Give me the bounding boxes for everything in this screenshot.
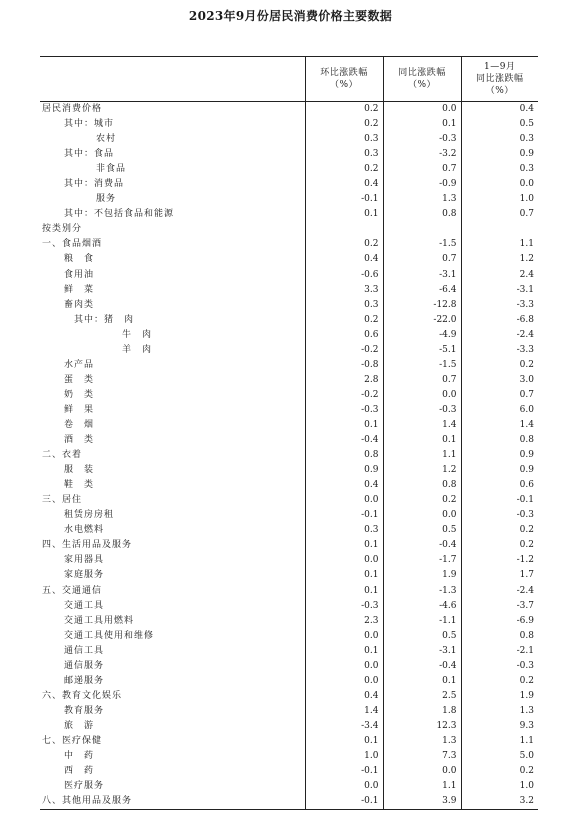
table-row [40, 779, 538, 794]
cell-mom: 0.6 [305, 328, 383, 343]
table-row [40, 644, 538, 659]
cell-ytd: 0.8 [461, 433, 538, 448]
cell-yoy: 0.7 [383, 373, 461, 388]
row-label: 服 装 [64, 465, 95, 476]
cell-ytd: 0.3 [461, 132, 538, 147]
cell-ytd: 1.2 [461, 252, 538, 267]
row-label: 粮 食 [64, 254, 95, 265]
cell-mom: 0.0 [305, 779, 383, 794]
cell-ytd: 0.2 [461, 523, 538, 538]
cell-mom: 0.1 [305, 568, 383, 583]
cell-yoy: -0.3 [383, 403, 461, 418]
header-ytd-label: 同比涨跌幅 [475, 74, 524, 84]
header-ytd-period: 1—9月 [484, 62, 516, 72]
cell-mom: -0.1 [305, 192, 383, 207]
table-row [40, 102, 538, 118]
header-yoy-change [383, 57, 461, 102]
cell-ytd: 1.0 [461, 779, 538, 794]
cell-yoy: 0.5 [383, 629, 461, 644]
table-row [40, 674, 538, 689]
cell-ytd: 0.2 [461, 764, 538, 779]
cell-ytd: 1.1 [461, 734, 538, 749]
row-label: 交通工具 [64, 600, 105, 611]
cell-mom: 0.0 [305, 553, 383, 568]
row-label: 交通工具用燃料 [64, 615, 135, 626]
cell-yoy: -1.3 [383, 584, 461, 599]
cell-yoy: -0.9 [383, 177, 461, 192]
table-row [40, 448, 538, 463]
table-row [40, 132, 538, 147]
cell-yoy: -0.4 [383, 659, 461, 674]
table-header [40, 57, 538, 102]
cell-mom: 0.4 [305, 689, 383, 704]
cell-mom: -0.1 [305, 794, 383, 810]
row-label: 租赁房房租 [64, 510, 115, 521]
cpi-table [40, 56, 538, 810]
table-row [40, 328, 538, 343]
row-label: 一、食品烟酒 [42, 239, 103, 250]
cell-ytd: 0.3 [461, 162, 538, 177]
cell-mom: 0.2 [305, 117, 383, 132]
header-mom-change [305, 57, 383, 102]
row-label: 食用油 [64, 269, 95, 280]
row-label: 非食品 [96, 164, 127, 175]
row-label: 卷 烟 [64, 420, 95, 430]
header-yoy-unit: （%） [407, 80, 437, 90]
table-row [40, 207, 538, 222]
cell-yoy: 0.2 [383, 493, 461, 508]
cell-ytd: -6.9 [461, 614, 538, 629]
cell-ytd: 1.9 [461, 689, 538, 704]
cell-mom: 0.3 [305, 298, 383, 313]
table-row [40, 719, 538, 734]
cell-ytd: -0.3 [461, 659, 538, 674]
cell-yoy: -3.2 [383, 147, 461, 162]
cell-ytd: -0.1 [461, 493, 538, 508]
table-row [40, 478, 538, 493]
table-row [40, 252, 538, 267]
cell-mom: -0.3 [305, 599, 383, 614]
cell-ytd: 0.7 [461, 388, 538, 403]
cell-ytd: 3.0 [461, 373, 538, 388]
row-label: 邮递服务 [64, 675, 105, 686]
cell-mom: 0.4 [305, 252, 383, 267]
cell-ytd: 6.0 [461, 403, 538, 418]
cell-ytd: 0.7 [461, 207, 538, 222]
cell-yoy: 0.0 [383, 102, 461, 118]
table-row [40, 538, 538, 553]
table-row [40, 268, 538, 283]
row-label: 旅 游 [64, 720, 95, 731]
cell-mom: 0.3 [305, 132, 383, 147]
row-label: 蛋 类 [64, 374, 95, 385]
cell-yoy: 0.0 [383, 764, 461, 779]
table-row [40, 508, 538, 523]
table-row [40, 192, 538, 207]
cell-ytd: -1.2 [461, 553, 538, 568]
cell-ytd: 1.4 [461, 418, 538, 433]
table-row [40, 493, 538, 508]
cell-yoy: -3.1 [383, 268, 461, 283]
cell-ytd: 1.1 [461, 237, 538, 252]
cell-ytd: -2.4 [461, 328, 538, 343]
cell-yoy: 0.5 [383, 523, 461, 538]
cell-mom: 0.1 [305, 584, 383, 599]
table-row [40, 463, 538, 478]
cell-ytd: 0.2 [461, 358, 538, 373]
cell-ytd: 0.4 [461, 102, 538, 118]
cell-mom: 2.8 [305, 373, 383, 388]
cell-yoy: 1.3 [383, 192, 461, 207]
row-label: 二、衣着 [42, 450, 83, 461]
cell-yoy: 1.9 [383, 568, 461, 583]
row-label: 西 药 [64, 766, 95, 777]
cell-yoy: -6.4 [383, 283, 461, 298]
row-label: 鲜 菜 [64, 284, 95, 295]
table-row [40, 614, 538, 629]
table-row [40, 313, 538, 328]
table-row [40, 704, 538, 719]
header-ytd-change [461, 57, 538, 102]
cell-mom: 3.3 [305, 283, 383, 298]
table-row [40, 629, 538, 644]
table-row [40, 147, 538, 162]
header-mom-unit: （%） [329, 80, 359, 90]
cell-yoy: 0.0 [383, 508, 461, 523]
row-label: 七、医疗保健 [42, 735, 103, 746]
cell-mom: 0.9 [305, 463, 383, 478]
cell-ytd: -3.7 [461, 599, 538, 614]
cell-yoy: 0.1 [383, 674, 461, 689]
cell-ytd: -3.1 [461, 283, 538, 298]
cell-mom: -0.2 [305, 343, 383, 358]
cell-ytd: 3.2 [461, 794, 538, 810]
row-label: 其中：城市 [64, 119, 115, 130]
table-row [40, 599, 538, 614]
table-row [40, 749, 538, 764]
cell-yoy: 0.8 [383, 478, 461, 493]
cell-ytd: -2.1 [461, 644, 538, 659]
cell-mom: 0.2 [305, 237, 383, 252]
cell-yoy: 0.1 [383, 433, 461, 448]
header-ytd-unit: （%） [485, 86, 514, 96]
table-row [40, 794, 538, 810]
row-label: 八、其他用品及服务 [42, 796, 133, 807]
row-label: 家用器具 [64, 555, 105, 566]
cell-ytd: 0.9 [461, 448, 538, 463]
cell-mom: -0.8 [305, 358, 383, 373]
row-label: 居民消费价格 [42, 104, 103, 115]
cell-mom: 0.0 [305, 659, 383, 674]
cell-ytd: 1.3 [461, 704, 538, 719]
cell-ytd: 0.6 [461, 478, 538, 493]
table-row [40, 222, 538, 237]
cell-mom: -0.6 [305, 268, 383, 283]
table-row [40, 343, 538, 358]
cell-ytd: 1.7 [461, 568, 538, 583]
cell-mom: 0.0 [305, 674, 383, 689]
cell-mom: 0.2 [305, 162, 383, 177]
table-row [40, 117, 538, 132]
row-label: 家庭服务 [64, 570, 105, 581]
cell-ytd [461, 222, 538, 237]
cell-mom: 0.4 [305, 177, 383, 192]
cell-ytd: -0.3 [461, 508, 538, 523]
table-row [40, 403, 538, 418]
row-label: 牛 肉 [122, 329, 153, 340]
cell-ytd: 9.3 [461, 719, 538, 734]
cell-mom: 0.8 [305, 448, 383, 463]
row-label: 六、教育文化娱乐 [42, 690, 123, 701]
row-label: 通信服务 [64, 660, 105, 671]
header-yoy-label: 同比涨跌幅 [398, 68, 446, 78]
table-row [40, 358, 538, 373]
table-row [40, 388, 538, 403]
cell-yoy: 12.3 [383, 719, 461, 734]
cell-ytd: -6.8 [461, 313, 538, 328]
table-row [40, 418, 538, 433]
cell-mom: 0.1 [305, 644, 383, 659]
cell-mom: 0.0 [305, 629, 383, 644]
cell-mom: -0.1 [305, 508, 383, 523]
row-label: 五、交通通信 [42, 585, 103, 596]
cell-mom: 1.4 [305, 704, 383, 719]
row-label: 水产品 [64, 359, 95, 370]
cell-yoy: 0.7 [383, 162, 461, 177]
cell-yoy: -12.8 [383, 298, 461, 313]
table-row [40, 237, 538, 252]
row-label: 农村 [96, 134, 117, 145]
cell-yoy: 1.2 [383, 463, 461, 478]
row-label: 服务 [96, 194, 117, 205]
row-label: 其中：不包括食品和能源 [64, 209, 175, 220]
cell-yoy: -1.1 [383, 614, 461, 629]
row-label: 羊 肉 [122, 344, 153, 355]
cell-mom: 0.4 [305, 478, 383, 493]
cell-ytd: 2.4 [461, 268, 538, 283]
cell-mom: 0.1 [305, 418, 383, 433]
cell-yoy: 3.9 [383, 794, 461, 810]
page-title: 2023年9月份居民消费价格主要数据 [188, 9, 393, 23]
cell-ytd: 0.2 [461, 674, 538, 689]
table-body [40, 102, 538, 810]
cell-yoy: 7.3 [383, 749, 461, 764]
cell-yoy: -22.0 [383, 313, 461, 328]
cell-mom: -0.1 [305, 764, 383, 779]
table-row [40, 523, 538, 538]
cell-yoy: -1.5 [383, 358, 461, 373]
cell-yoy: 1.3 [383, 734, 461, 749]
row-label: 鲜 果 [64, 404, 95, 415]
table-row [40, 568, 538, 583]
row-label: 四、生活用品及服务 [42, 540, 133, 551]
row-label: 其中：猪 肉 [74, 314, 135, 325]
cell-ytd: 0.5 [461, 117, 538, 132]
row-label: 通信工具 [64, 645, 105, 656]
header-item-column [40, 57, 305, 102]
cell-ytd: 0.0 [461, 177, 538, 192]
row-label: 医疗服务 [64, 781, 105, 792]
cell-yoy: 0.1 [383, 117, 461, 132]
table-row [40, 433, 538, 448]
cell-mom: 0.2 [305, 313, 383, 328]
cell-ytd: 0.9 [461, 463, 538, 478]
cell-yoy: -1.5 [383, 237, 461, 252]
table-row [40, 584, 538, 599]
row-label: 三、居住 [42, 495, 83, 506]
cell-yoy: -4.9 [383, 328, 461, 343]
cell-yoy: -4.6 [383, 599, 461, 614]
table-row [40, 283, 538, 298]
cell-yoy: 2.5 [383, 689, 461, 704]
row-label: 奶 类 [64, 389, 95, 400]
row-label: 其中：食品 [64, 149, 115, 160]
cell-mom: -0.2 [305, 388, 383, 403]
table-row [40, 177, 538, 192]
cell-yoy: -5.1 [383, 343, 461, 358]
cell-mom [305, 222, 383, 237]
row-label: 教育服务 [64, 705, 105, 716]
cell-yoy: 1.1 [383, 448, 461, 463]
cell-ytd: -3.3 [461, 343, 538, 358]
cell-yoy: 0.7 [383, 252, 461, 267]
table-row [40, 553, 538, 568]
cell-mom: 0.3 [305, 523, 383, 538]
cell-yoy: 1.8 [383, 704, 461, 719]
table-row [40, 764, 538, 779]
cell-ytd: 5.0 [461, 749, 538, 764]
cell-mom: 0.1 [305, 207, 383, 222]
cell-ytd: 1.0 [461, 192, 538, 207]
cell-mom: 0.1 [305, 734, 383, 749]
cell-ytd: -3.3 [461, 298, 538, 313]
row-label: 鞋 类 [64, 480, 95, 491]
cell-mom: -0.4 [305, 433, 383, 448]
cell-ytd: 0.8 [461, 629, 538, 644]
row-label: 其中：消费品 [64, 179, 125, 190]
cell-yoy: -3.1 [383, 644, 461, 659]
cell-yoy: 0.8 [383, 207, 461, 222]
cell-mom: 2.3 [305, 614, 383, 629]
row-label: 中 药 [64, 751, 95, 762]
row-label: 交通工具使用和维修 [64, 630, 155, 641]
cell-mom: -0.3 [305, 403, 383, 418]
table-row [40, 373, 538, 388]
row-label: 按类别分 [42, 224, 83, 235]
cell-yoy: 1.1 [383, 779, 461, 794]
cell-mom: 0.0 [305, 493, 383, 508]
cell-mom: -3.4 [305, 719, 383, 734]
cell-ytd: 0.9 [461, 147, 538, 162]
cell-yoy: -0.3 [383, 132, 461, 147]
cell-ytd: -2.4 [461, 584, 538, 599]
row-label: 畜肉类 [64, 299, 95, 310]
cell-ytd: 0.2 [461, 538, 538, 553]
cell-mom: 0.1 [305, 538, 383, 553]
row-label: 水电燃料 [64, 525, 105, 536]
table-row [40, 659, 538, 674]
header-mom-label: 环比涨跌幅 [320, 68, 368, 78]
row-label: 酒 类 [64, 435, 95, 446]
table-row [40, 298, 538, 313]
cell-yoy: -0.4 [383, 538, 461, 553]
cell-yoy: -1.7 [383, 553, 461, 568]
table-row [40, 734, 538, 749]
cell-mom: 0.2 [305, 102, 383, 118]
cell-yoy: 0.0 [383, 388, 461, 403]
cell-mom: 1.0 [305, 749, 383, 764]
cell-yoy: 1.4 [383, 418, 461, 433]
table-row [40, 162, 538, 177]
table-row [40, 689, 538, 704]
cell-yoy [383, 222, 461, 237]
cell-mom: 0.3 [305, 147, 383, 162]
